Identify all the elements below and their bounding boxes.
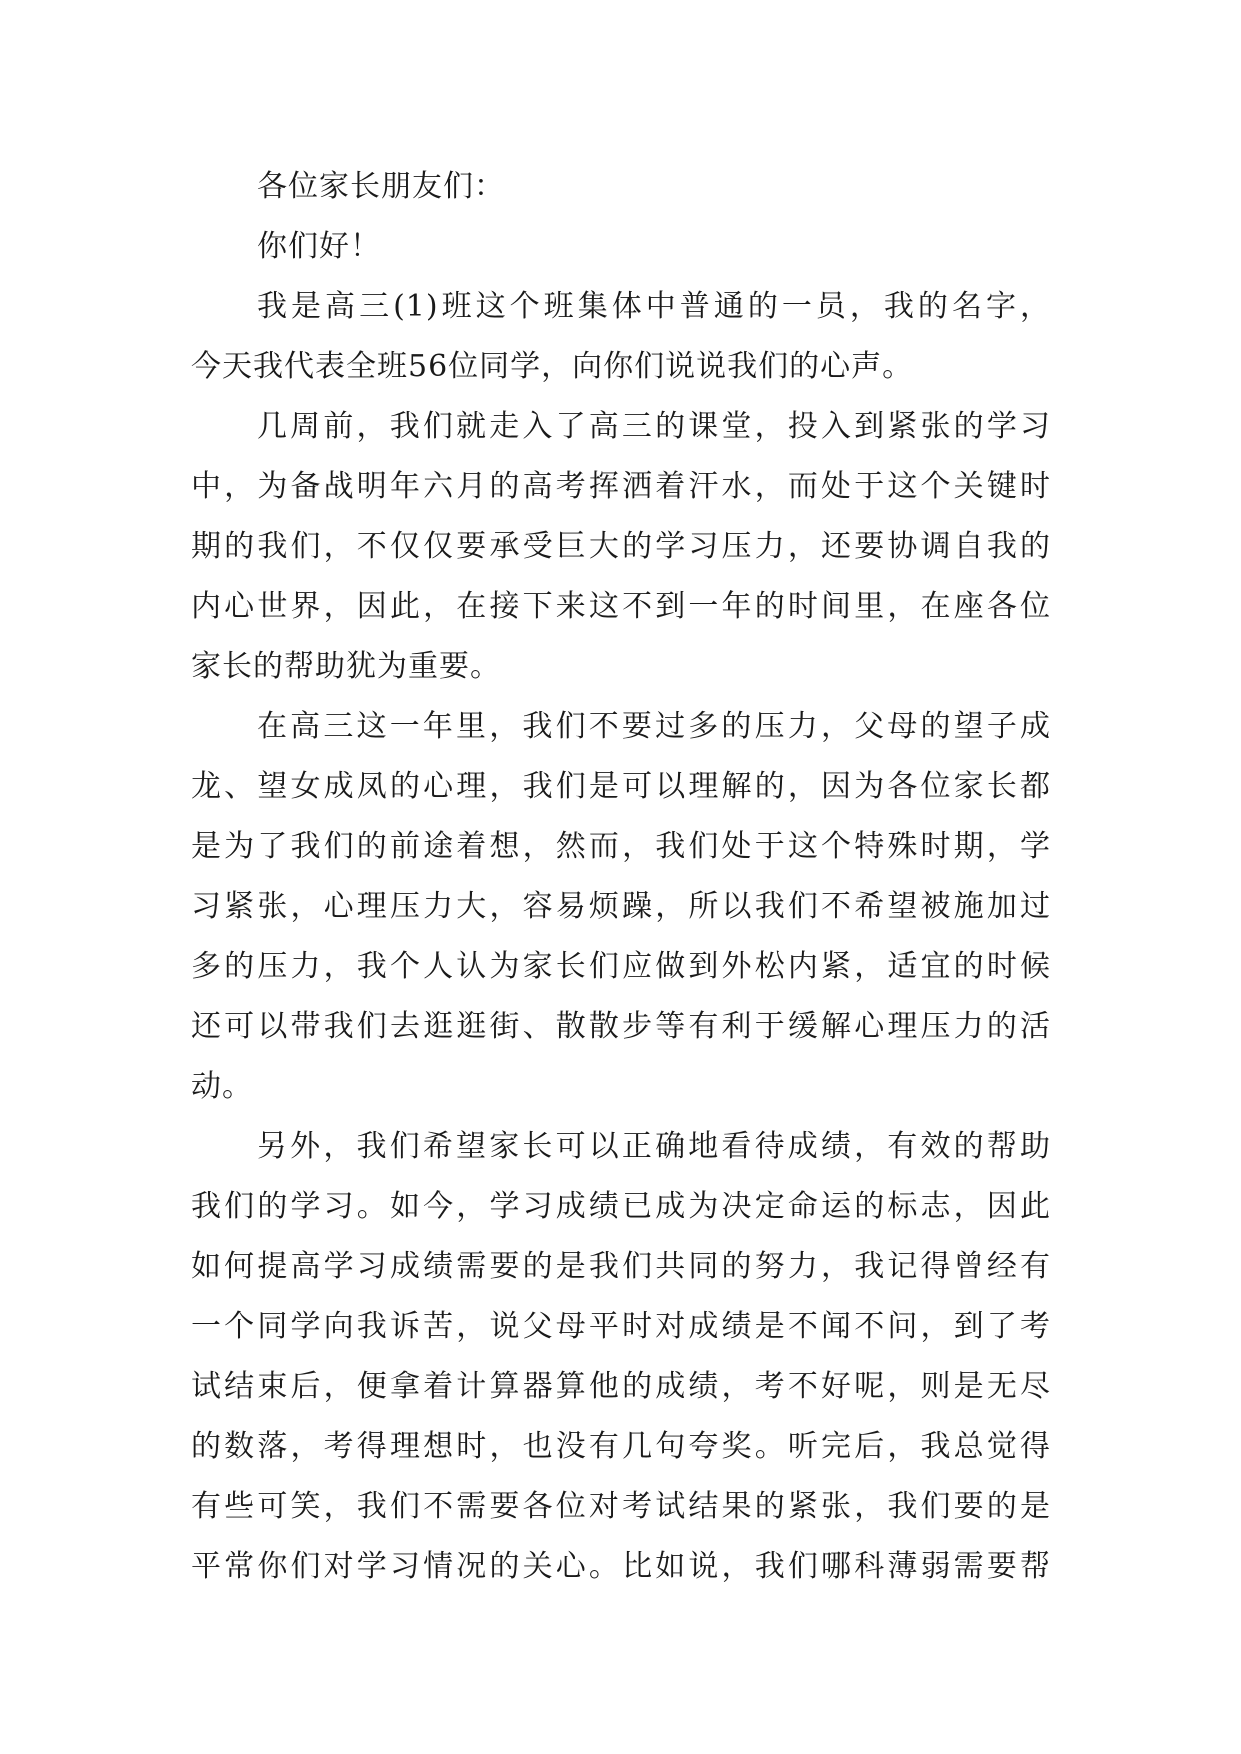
text-line: 另外，我们希望家长可以正确地看待成绩，有效的帮助 [257,1129,1051,1164]
text-line: 内心世界，因此，在接下来这不到一年的时间里，在座各位 [191,589,1051,624]
text-line: 你们好！ [257,229,381,264]
text-line: 的数落，考得理想时，也没有几句夸奖。听完后，我总觉得 [191,1429,1051,1464]
text-line: 龙、望女成凤的心理，我们是可以理解的，因为各位家长都 [191,769,1051,804]
text-line: 家长的帮助犹为重要。 [191,649,501,684]
text-line: 期的我们，不仅仅要承受巨大的学习压力，还要协调自我的 [191,529,1051,564]
document-body [191,157,1051,1597]
text-line: 试结束后，便拿着计算器算他的成绩，考不好呢，则是无尽 [191,1369,1051,1404]
text-line: 我是高三(1)班这个班集体中普通的一员，我的名字， [257,289,1051,324]
text-line: 是为了我们的前途着想，然而，我们处于这个特殊时期，学 [191,829,1051,864]
text-line: 中，为备战明年六月的高考挥洒着汗水，而处于这个关键时 [191,469,1051,504]
text-line: 动。 [191,1069,253,1104]
text-line: 在高三这一年里，我们不要过多的压力，父母的望子成 [257,709,1051,744]
text-line: 还可以带我们去逛逛街、散散步等有利于缓解心理压力的活 [191,1009,1051,1044]
text-line: 今天我代表全班56位同学，向你们说说我们的心声。 [191,349,914,384]
text-line: 平常你们对学习情况的关心。比如说，我们哪科薄弱需要帮 [191,1549,1051,1584]
text-line: 一个同学向我诉苦，说父母平时对成绩是不闻不问，到了考 [191,1309,1051,1344]
text-line: 几周前，我们就走入了高三的课堂，投入到紧张的学习 [257,409,1051,444]
text-line: 习紧张，心理压力大，容易烦躁，所以我们不希望被施加过 [191,889,1051,924]
text-line: 我们的学习。如今，学习成绩已成为决定命运的标志，因此 [191,1189,1051,1224]
text-line: 如何提高学习成绩需要的是我们共同的努力，我记得曾经有 [191,1249,1051,1284]
text-line: 多的压力，我个人认为家长们应做到外松内紧，适宜的时候 [191,949,1051,984]
text-line: 各位家长朋友们： [257,169,505,204]
text-line: 有些可笑，我们不需要各位对考试结果的紧张，我们要的是 [191,1489,1051,1524]
